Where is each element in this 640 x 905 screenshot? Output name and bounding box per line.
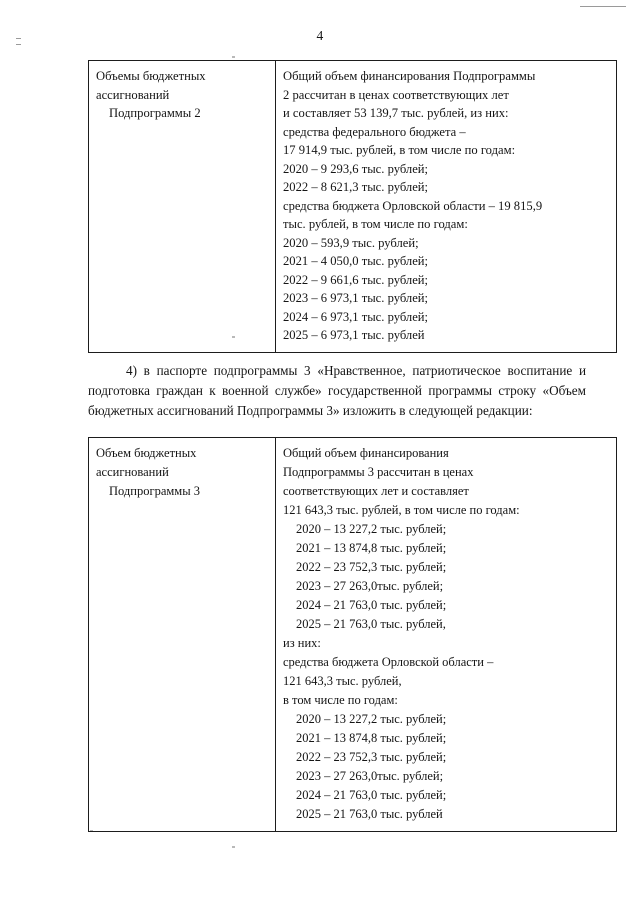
value-line: 2020 – 9 293,6 тыс. рублей; bbox=[283, 161, 429, 176]
value-line: 2021 – 13 874,8 тыс. рублей; bbox=[296, 731, 447, 745]
value-line: средства федерального бюджета – bbox=[283, 124, 466, 139]
table-row bbox=[89, 61, 617, 353]
amendment-paragraph-4: 4) в паспорте подпрограммы 3 «Нравственное, патриотическое воспитание и подготовка граждан к военной службе» государственной программы строку «Объем бюджетных ассигнований Подпрограммы 3» изложить в следующей редакции: bbox=[88, 363, 586, 419]
value-line: средства бюджета Орловской области – 19 815,9 bbox=[283, 198, 543, 213]
table-cell-value-subprogram-2 bbox=[276, 61, 617, 353]
value-line: 2024 – 21 763,0 тыс. рублей; bbox=[296, 788, 447, 802]
budget-table-subprogram-2 bbox=[88, 60, 617, 353]
value-line: и составляет 53 139,7 тыс. рублей, из них: bbox=[283, 106, 509, 120]
label-line: Объем бюджетных bbox=[96, 446, 197, 460]
value-line: 2021 – 4 050,0 тыс. рублей; bbox=[283, 254, 429, 268]
value-line: 2023 – 27 263,0тыс. рублей; bbox=[296, 769, 444, 783]
value-line: 2022 – 9 661,6 тыс. рублей; bbox=[283, 272, 429, 287]
value-line: 2022 – 8 621,3 тыс. рублей; bbox=[283, 180, 429, 194]
value-line: в том числе по годам: bbox=[283, 693, 398, 707]
label-line: Подпрограммы 3 bbox=[109, 484, 200, 498]
table-cell-label-subprogram-3 bbox=[89, 438, 276, 832]
value-line: 2 рассчитан в ценах соответствующих лет bbox=[283, 87, 509, 102]
label-line: ассигнований bbox=[96, 87, 170, 102]
value-line: Общий объем финансирования Подпрограммы bbox=[283, 69, 536, 83]
table-cell-label-subprogram-2 bbox=[89, 61, 276, 353]
value-line: соответствующих лет и составляет bbox=[283, 484, 469, 498]
value-line: 17 914,9 тыс. рублей, в том числе по годам: bbox=[283, 143, 516, 157]
value-line: 2025 – 6 973,1 тыс. рублей bbox=[283, 328, 425, 342]
scan-artifact-left-lower bbox=[16, 44, 21, 45]
value-line: 2024 – 21 763,0 тыс. рублей; bbox=[296, 598, 447, 612]
value-line: 2025 – 21 763,0 тыс. рублей bbox=[296, 807, 443, 821]
table-cell-value-subprogram-3 bbox=[276, 438, 617, 832]
value-line: 2024 – 6 973,1 тыс. рублей; bbox=[283, 309, 429, 324]
value-line: 2023 – 6 973,1 тыс. рублей; bbox=[283, 291, 429, 305]
value-line: 2020 – 13 227,2 тыс. рублей; bbox=[296, 522, 447, 536]
budget-table-subprogram-3 bbox=[88, 437, 617, 832]
label-line: Подпрограммы 2 bbox=[109, 106, 201, 120]
value-line: 121 643,3 тыс. рублей, в том числе по годам: bbox=[283, 503, 520, 517]
value-line: 2023 – 27 263,0тыс. рублей; bbox=[296, 579, 444, 593]
scan-speck-a bbox=[232, 56, 235, 58]
value-line: 2022 – 23 752,3 тыс. рублей; bbox=[296, 560, 447, 574]
value-line: из них: bbox=[283, 636, 321, 650]
scan-artifact-top-right bbox=[580, 6, 626, 7]
scan-speck-d bbox=[232, 846, 235, 848]
value-line: средства бюджета Орловской области – bbox=[283, 655, 494, 669]
value-line: 2022 – 23 752,3 тыс. рублей; bbox=[296, 750, 447, 764]
value-line: 2021 – 13 874,8 тыс. рублей; bbox=[296, 541, 447, 555]
value-line: тыс. рублей, в том числе по годам: bbox=[283, 217, 468, 231]
table-row bbox=[89, 438, 617, 832]
value-line: 121 643,3 тыс. рублей, bbox=[283, 674, 402, 688]
label-line: Объемы бюджетных bbox=[96, 69, 206, 83]
value-line: Общий объем финансирования bbox=[283, 446, 449, 460]
value-line: Подпрограммы 3 рассчитан в ценах bbox=[283, 465, 474, 479]
value-line: 2020 – 593,9 тыс. рублей; bbox=[283, 235, 419, 250]
value-line: 2020 – 13 227,2 тыс. рублей; bbox=[296, 712, 447, 726]
value-line: 2025 – 21 763,0 тыс. рублей, bbox=[296, 617, 446, 631]
label-line: ассигнований bbox=[96, 465, 169, 479]
page-number: 4 bbox=[316, 28, 324, 43]
